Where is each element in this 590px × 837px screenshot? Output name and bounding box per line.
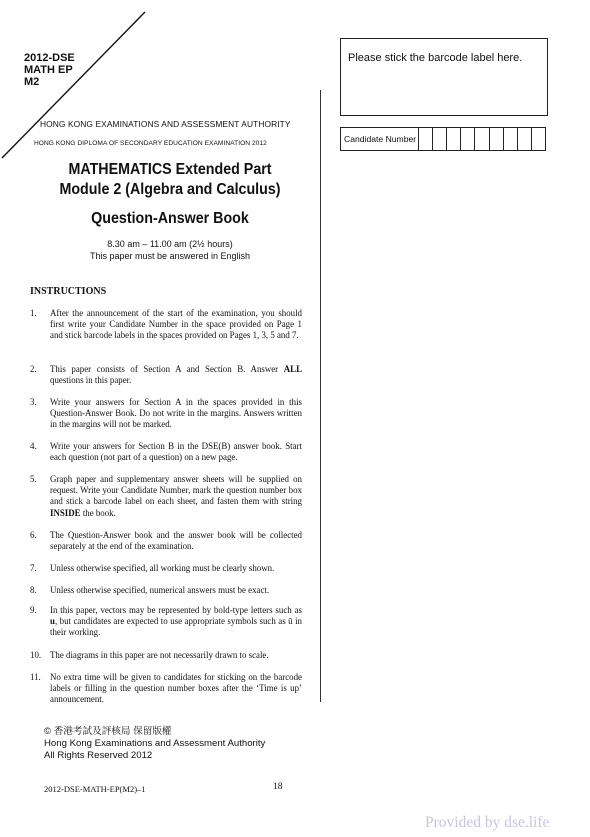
instruction-text: Write your answers for Section B in the DSE(B) answer book. Start each question (not part of a question) on a new page. (50, 441, 302, 463)
instruction-text: Graph paper and supplementary answer sheets will be supplied on request. Write your Candidate Number, mark the question number box and stick a barcode label on each sheet, and fasten them with string INSIDE the book. (50, 474, 302, 518)
instruction-text: Unless otherwise specified, all working must be clearly shown. (50, 563, 275, 573)
title-line-2: Module 2 (Algebra and Calculus) (59, 181, 281, 198)
instruction-number: 6. (30, 530, 37, 540)
instruction-item (30, 605, 302, 639)
copyright-english: Hong Kong Examinations and Assessment Authority (44, 738, 266, 749)
title-block (30, 160, 310, 262)
instruction-item (30, 672, 302, 706)
instruction-item (30, 585, 302, 596)
candidate-digit-cell[interactable] (447, 128, 461, 150)
candidate-number-box (340, 127, 546, 151)
candidate-digit-cell[interactable] (504, 128, 518, 150)
candidate-digit-cell[interactable] (433, 128, 447, 150)
instruction-item (30, 563, 302, 574)
candidate-number-label: Candidate Number (341, 128, 419, 150)
instructions-heading: INSTRUCTIONS (30, 286, 107, 297)
instruction-text: No extra time will be given to candidates for sticking on the barcode labels or filling in the question number boxes after the ‘Time is up’ announcement. (50, 672, 302, 705)
diploma-name: HONG KONG DIPLOMA OF SECONDARY EDUCATION EXAMINATION 2012 (34, 140, 267, 147)
watermark-link[interactable]: Provided by dse.life (425, 814, 550, 831)
rights-reserved: All Rights Reserved 2012 (44, 750, 153, 761)
barcode-label-box[interactable] (340, 38, 548, 116)
instruction-text: In this paper, vectors may be represented by bold-type letters such as u, but candidates are expected to use appropriate symbols such as ū in their working. (50, 605, 302, 638)
exam-time: 8.30 am – 11.00 am (2½ hours) (107, 239, 233, 249)
book-title: Question-Answer Book (91, 210, 249, 227)
instruction-number: 8. (30, 585, 37, 595)
paper-code-block (24, 52, 75, 88)
copyright-chinese: © 香港考試及評核局 保留版權 (44, 726, 172, 737)
instruction-number: 3. (30, 397, 37, 407)
instruction-number: 4. (30, 441, 37, 451)
candidate-digit-cell[interactable] (532, 128, 545, 150)
candidate-digit-cell[interactable] (461, 128, 475, 150)
candidate-digit-cell[interactable] (475, 128, 489, 150)
instruction-text: Unless otherwise specified, numerical answers must be exact. (50, 585, 270, 595)
candidate-digit-cell[interactable] (490, 128, 504, 150)
page-number: 18 (273, 782, 283, 792)
instruction-item (30, 308, 302, 342)
instruction-item (30, 530, 302, 552)
instruction-text: Write your answers for Section A in the spaces provided in this Question-Answer Book. Do not write in the margins. Answers written in the margins will not be marked. (50, 397, 302, 430)
paper-code-line-3: M2 (24, 76, 40, 88)
candidate-digit-cell[interactable] (518, 128, 532, 150)
instruction-number: 5. (30, 474, 37, 484)
title-line-1: MATHEMATICS Extended Part (68, 161, 272, 178)
authority-name: HONG KONG EXAMINATIONS AND ASSESSMENT AUTHORITY (40, 119, 291, 129)
instruction-text: The Question-Answer book and the answer book will be collected separately at the end of the examination. (50, 530, 302, 552)
language-note: This paper must be answered in English (89, 251, 251, 261)
instruction-item (30, 397, 302, 431)
footer-paper-code: 2012-DSE-MATH-EP(M2)–1 (44, 784, 146, 794)
instruction-item (30, 364, 302, 386)
instruction-item (30, 650, 302, 661)
instruction-text: The diagrams in this paper are not necessarily drawn to scale. (50, 650, 269, 660)
margin-line (320, 90, 321, 702)
instruction-number: 7. (30, 563, 37, 573)
instruction-item (30, 441, 302, 463)
barcode-instruction: Please stick the barcode label here. (348, 52, 523, 64)
instruction-number: 10. (30, 650, 42, 660)
paper-code-line-1: 2012-DSE (24, 52, 75, 64)
instruction-text: After the announcement of the start of the examination, you should first write your Candidate Number in the space provided on Page 1 and stick barcode labels in the spaces provided on Pages 1, 3, 5 and 7. (50, 308, 302, 341)
instruction-number: 2. (30, 364, 37, 374)
paper-code-line-2: MATH EP (24, 64, 73, 76)
instruction-number: 9. (30, 605, 37, 615)
candidate-digit-cell[interactable] (419, 128, 433, 150)
instruction-item (30, 474, 302, 519)
instruction-number: 1. (30, 308, 37, 318)
instruction-number: 11. (30, 672, 41, 682)
copyright-block (44, 726, 265, 762)
instruction-text: This paper consists of Section A and Section B. Answer ALL questions in this paper. (50, 364, 302, 386)
